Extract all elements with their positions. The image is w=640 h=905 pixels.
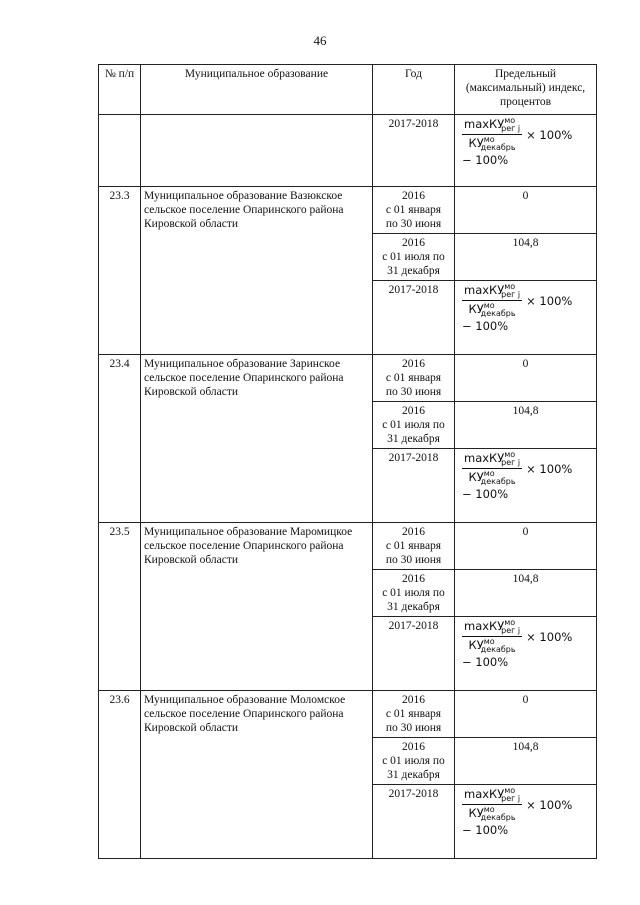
index-value: 104,8 xyxy=(455,402,597,449)
index-formula-cell xyxy=(455,281,597,355)
municipality-name: Муниципальное образование Вазюкское сельское поселение Опаринского района Кировской области xyxy=(141,187,373,355)
formula-fraction: $\frac{\max КУ^{мо}_{рег j}}{КУ^{мо}_{декабрь}}$ xyxy=(464,786,521,822)
cont-name xyxy=(141,115,373,187)
continuation-row xyxy=(99,115,597,187)
index-table xyxy=(98,64,597,859)
index-value: 104,8 xyxy=(455,570,597,617)
row-number: 23.4 xyxy=(99,355,141,523)
formula-fraction: $\frac{\max КУ^{мо}_{рег j}}{КУ^{мо}_{декабрь}}$ xyxy=(464,282,521,318)
table-row xyxy=(99,691,597,738)
period-year: 2016 с 01 июля по 31 декабря xyxy=(373,570,455,617)
period-year: 2017-2018 xyxy=(373,281,455,355)
index-value: 0 xyxy=(455,355,597,402)
municipality-name: Муниципальное образование Моломское сельское поселение Опаринского района Кировской области xyxy=(141,691,373,859)
header-row xyxy=(99,65,597,115)
index-value: 0 xyxy=(455,691,597,738)
period-year: 2017-2018 xyxy=(373,785,455,859)
row-number: 23.6 xyxy=(99,691,141,859)
header-year: Год xyxy=(373,65,455,115)
period-year: 2017-2018 xyxy=(373,617,455,691)
period-year: 2016 с 01 июля по 31 декабря xyxy=(373,738,455,785)
formula-fraction: $\frac{\max КУ^{мо}_{рег j}}{КУ^{мо}_{декабрь}}$ xyxy=(464,618,521,654)
row-number: 23.3 xyxy=(99,187,141,355)
table-row xyxy=(99,523,597,570)
row-number: 23.5 xyxy=(99,523,141,691)
index-formula-cell xyxy=(455,449,597,523)
period-year: 2016 с 01 января по 30 июня xyxy=(373,355,455,402)
cont-year: 2017-2018 xyxy=(373,115,455,187)
index-value: 0 xyxy=(455,523,597,570)
header-num: № п/п xyxy=(99,65,141,115)
index-formula: $\frac{\max КУ^{мо}_{рег j}}{КУ^{мо}_{декабрь}}$ × 100% − 100% xyxy=(462,450,573,501)
index-formula-cell xyxy=(455,617,597,691)
index-formula: $\frac{\max КУ^{мо}_{рег j}}{КУ^{мо}_{декабрь}}$ × 100% − 100% xyxy=(462,116,573,167)
cont-num xyxy=(99,115,141,187)
index-value: 104,8 xyxy=(455,738,597,785)
period-year: 2016 с 01 января по 30 июня xyxy=(373,523,455,570)
period-year: 2017-2018 xyxy=(373,449,455,523)
table-row xyxy=(99,187,597,234)
page-number: 46 xyxy=(313,33,327,48)
index-value: 104,8 xyxy=(455,234,597,281)
table-body xyxy=(99,115,597,859)
municipality-name: Муниципальное образование Заринское сельское поселение Опаринского района Кировской области xyxy=(141,355,373,523)
table-row xyxy=(99,355,597,402)
header-index: Предельный (максимальный) индекс, процентов xyxy=(455,65,597,115)
formula-fraction: $\frac{\max КУ^{мо}_{рег j}}{КУ^{мо}_{декабрь}}$ xyxy=(464,116,521,152)
period-year: 2016 с 01 июля по 31 декабря xyxy=(373,234,455,281)
index-formula-cell xyxy=(455,785,597,859)
index-value: 0 xyxy=(455,187,597,234)
municipality-name: Муниципальное образование Маромицкое сельское поселение Опаринского района Кировской области xyxy=(141,523,373,691)
formula-fraction: $\frac{\max КУ^{мо}_{рег j}}{КУ^{мо}_{декабрь}}$ xyxy=(464,450,521,486)
header-name: Муниципальное образование xyxy=(141,65,373,115)
index-formula: $\frac{\max КУ^{мо}_{рег j}}{КУ^{мо}_{декабрь}}$ × 100% − 100% xyxy=(462,618,573,669)
period-year: 2016 с 01 июля по 31 декабря xyxy=(373,402,455,449)
cont-formula xyxy=(455,115,597,187)
period-year: 2016 с 01 января по 30 июня xyxy=(373,691,455,738)
index-formula: $\frac{\max КУ^{мо}_{рег j}}{КУ^{мо}_{декабрь}}$ × 100% − 100% xyxy=(462,786,573,837)
period-year: 2016 с 01 января по 30 июня xyxy=(373,187,455,234)
index-formula: $\frac{\max КУ^{мо}_{рег j}}{КУ^{мо}_{декабрь}}$ × 100% − 100% xyxy=(462,282,573,333)
